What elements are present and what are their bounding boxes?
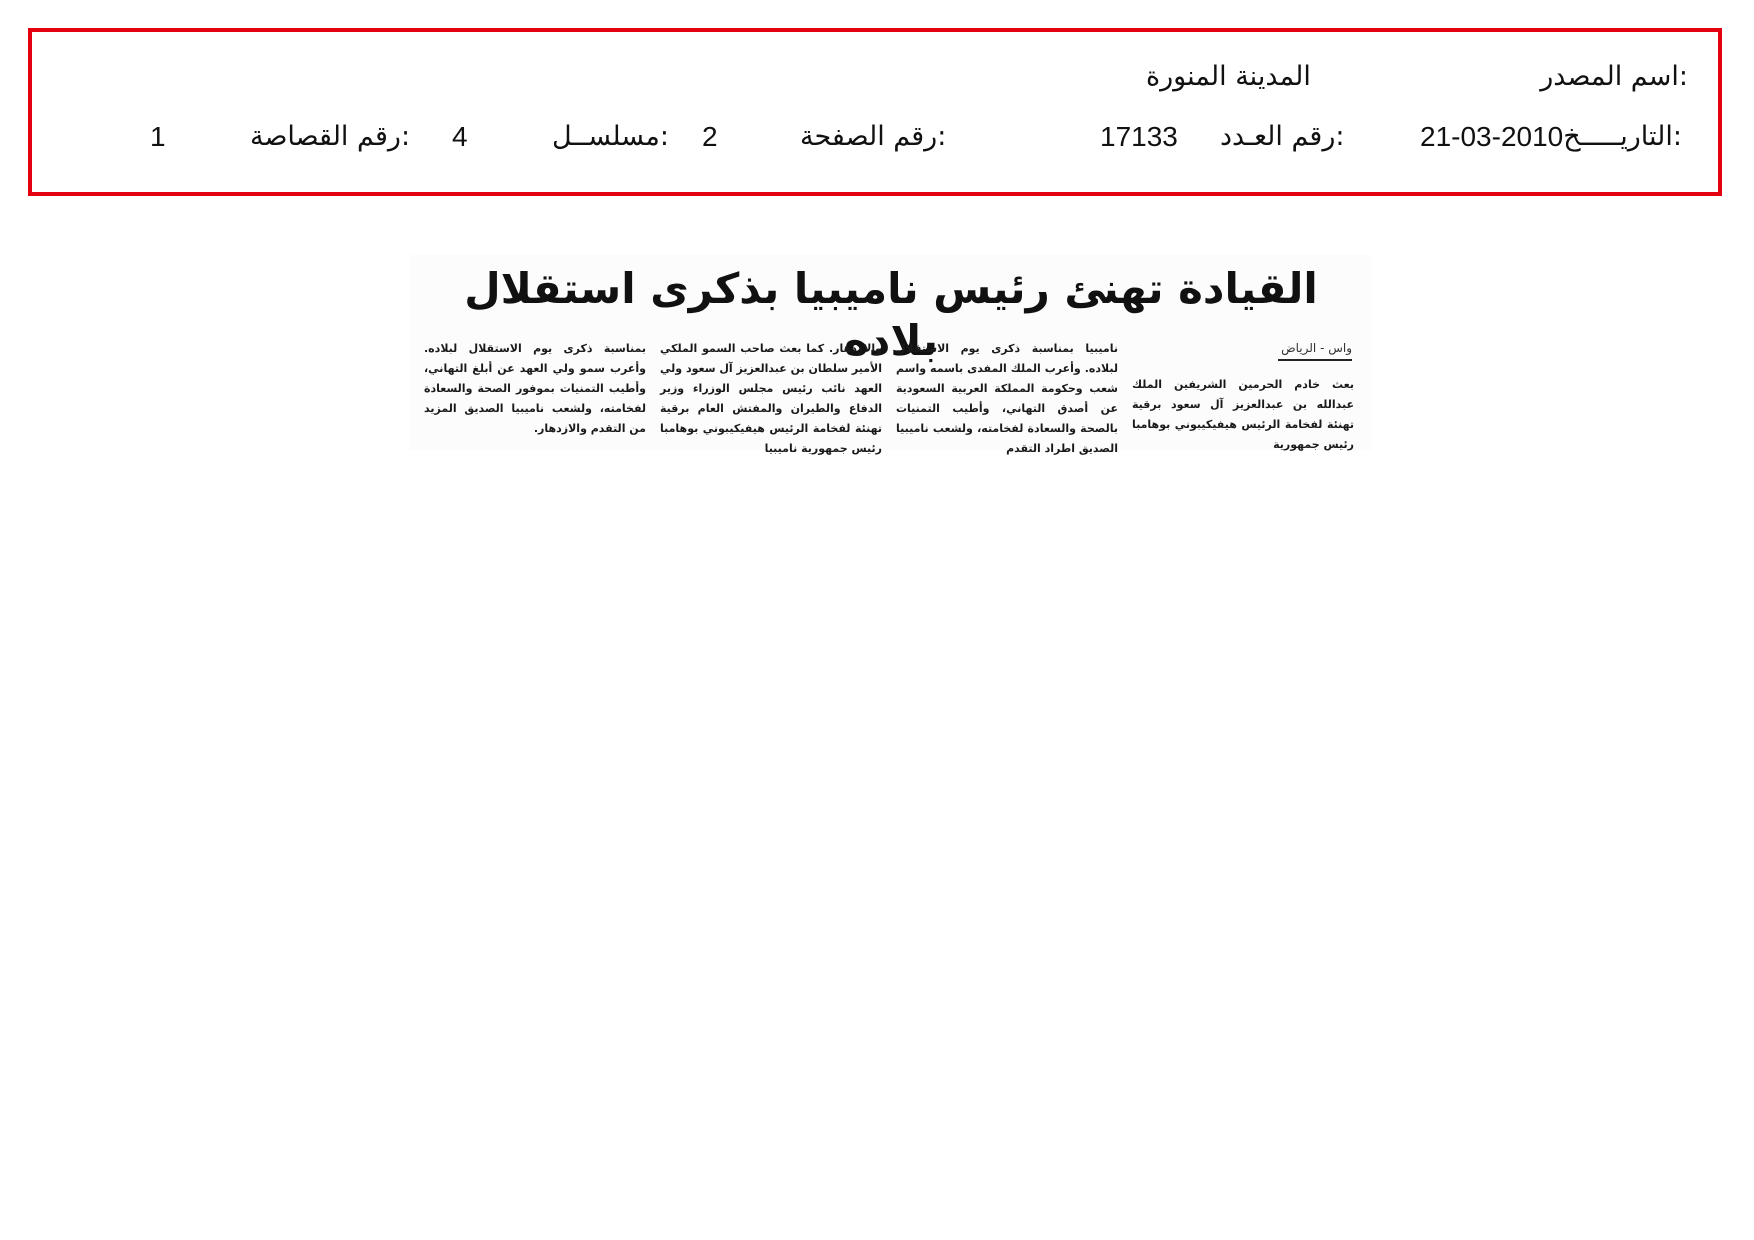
source-label: اسم المصدر:: [1540, 61, 1688, 92]
clip-number-label: رقم القصاصة:: [250, 121, 411, 152]
article-column-text: والازدهار. كما بعث صاحب السمو الملكي الأمير سلطان بن عبدالعزيز آل سعود ولي العهد نائب رئيس مجلس الوزراء وزير الدفاع والطيران والمفتش العام برقية تهنئة لفخامة الرئيس هيفيكيبوني بوهامبا رئيس جمهورية ناميبيا: [660, 342, 882, 455]
article-column-2: [896, 339, 1118, 455]
article-column-text: بعث خادم الحرمين الشريفين الملك عبدالله بن عبدالعزيز آل سعود برقية تهنئة لفخامة الرئيس هيفيكيبوني بوهامبا رئيس جمهورية: [1132, 378, 1354, 451]
newspaper-clipping: [410, 255, 1372, 455]
page-value: 2: [702, 121, 718, 152]
serial-label: مسلســل:: [552, 121, 669, 152]
date-value: 21-03-2010: [1420, 121, 1564, 152]
issue-value: 17133: [1100, 121, 1178, 152]
article-column-text: ناميبيا بمناسبة ذكرى يوم الاستقلال لبلاده. وأعرب الملك المفدى باسمه واسم شعب وحكومة المملكة العربية السعودية عن أصدق التهاني، وأطيب التمنيات بالصحة والسعادة لفخامته، ولشعب ناميبيا الصديق اطراد التقدم: [896, 342, 1118, 455]
issue-label: رقم العـدد:: [1220, 121, 1345, 152]
article-column-1: [1132, 375, 1354, 451]
page-label: رقم الصفحة:: [800, 121, 947, 152]
article-byline: واس - الرياض: [1278, 340, 1352, 361]
source-value: المدينة المنورة: [1146, 61, 1311, 92]
article-headline: القيادة تهنئ رئيس ناميبيا بذكرى استقلال بلاده: [464, 264, 1318, 365]
serial-value: 4: [452, 121, 468, 152]
clipping-metadata-box: [28, 28, 1722, 196]
article-column-3: [660, 339, 882, 455]
article-column-4: [424, 339, 646, 445]
date-label: التاريـــــخ:: [1563, 121, 1682, 152]
clip-number-value: 1: [150, 121, 166, 152]
article-column-text: بمناسبة ذكرى يوم الاستقلال لبلاده. وأعرب سمو ولي العهد عن أبلغ التهاني، وأطيب التمنيات بموفور الصحة والسعادة لفخامته، ولشعب ناميبيا الصديق المزيد من التقدم والازدهار.: [424, 342, 646, 435]
